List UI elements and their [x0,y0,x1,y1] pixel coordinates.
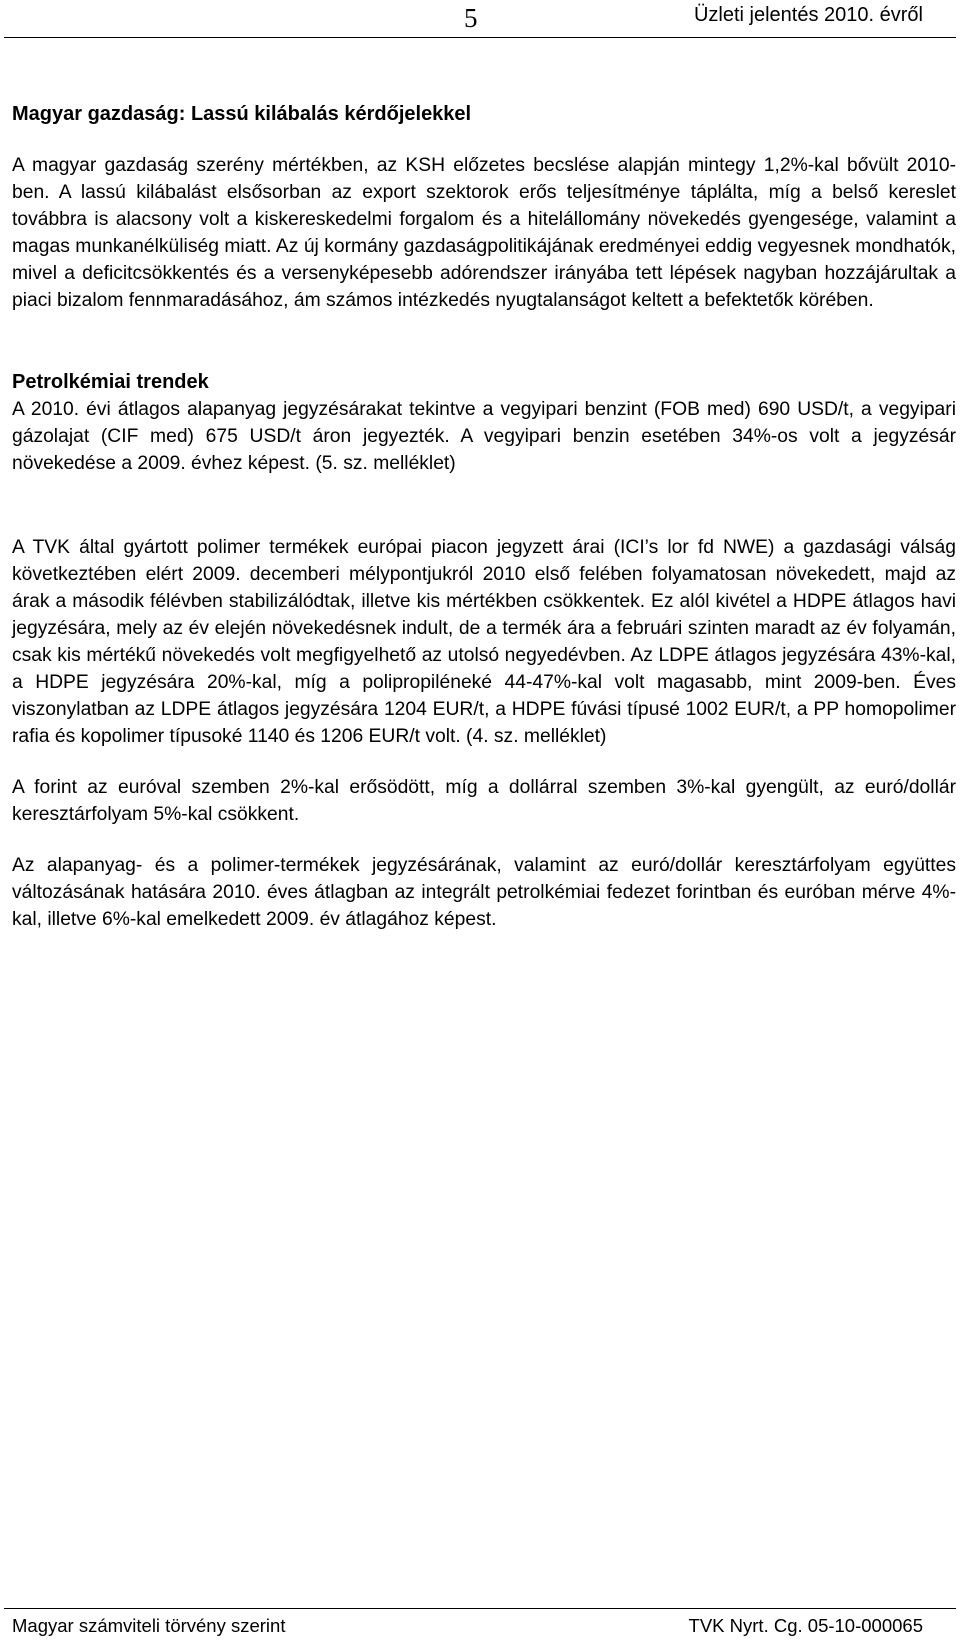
spacer [12,750,956,774]
running-title: Üzleti jelentés 2010. évről [693,4,923,26]
section-heading-petrochem: Petrolkémiai trendek [12,371,209,393]
paragraph-feedstock-prices: A 2010. évi átlagos alapanyag jegyzésárakat tekintve a vegyipari benzint (FOB med) 690 USD/t, a vegyipari gázolajat (CIF med) 675 USD/t áron jegyezték. A vegyipari benzin esetében 34%-os volt a jegyzésár növekedése a 2009. évhez képest. (5. sz. melléklet) [12,399,956,474]
spacer [12,314,956,368]
page-number: 5 [464,3,478,33]
footer-rule [4,1608,956,1609]
paragraph-margin: Az alapanyag- és a polimer-termékek jegyzésárának, valamint az euró/dollár keresztárfolyam együttes változásának hatására 2010. éves átlagban az integrált petrolkémiai fedezet forintban és euróban mérve 4%-kal, illetve 6%-kal emelkedett 2009. év átlagához képest. [12,855,956,930]
footer-right-text: TVK Nyrt. Cg. 05-10-000065 [688,1615,923,1636]
document-body [12,100,956,933]
paragraph-economy: A magyar gazdaság szerény mértékben, az KSH előzetes becslése alapján mintegy 1,2%-kal bővült 2010-ben. A lassú kilábalást elsősorban az export szektorok erős teljesítménye táplálta, míg a belső kereslet továbbra is alacsony volt a kiskereskedelmi forgalom és a hitelállomány növekedés gyengesége, valamint a magas munkanélküliség miatt. Az új kormány gazdaságpolitikájának eredményei eddig vegyesnek mondhatók, mivel a deficitcsökkentés és a versenyképesebb adórendszer irányába tett lépések nagyban hozzájárultak a piaci bizalom fennmaradásához, ám számos intézkedés nyugtalanságot keltett a befektetők körében. [12,155,956,311]
paragraph-currency: A forint az euróval szemben 2%-kal erősödött, míg a dollárral szemben 3%-kal gyengült, az euró/dollár keresztárfolyam 5%-kal csökkent. [12,777,956,825]
section-heading-economy: Magyar gazdaság: Lassú kilábalás kérdőjelekkel [12,103,472,125]
paragraph-polymer-prices: A TVK által gyártott polimer termékek európai piacon jegyzett árai (ICI’s lor fd NWE) a gazdasági válság következtében elért 2009. decemberi mélypontjukról 2010 első felében folyamatosan növekedett, majd az árak a második félévben stabilizálódtak, illetve kis mértékben csökkentek. Ez alól kivétel a HDPE átlagos havi jegyzésára, mely az év elején növekedésnek indult, de a termék ára a februári szinten maradt az év folyamán, csak kis mértékű növekedés volt megfigyelhető az utolsó negyedévben. Az LDPE átlagos jegyzésára 43%-kal, a HDPE jegyzésára 20%-kal, míg a polipropiléneké 44-47%-kal volt magasabb, mint 2009-ben. Éves viszonylatban az LDPE átlagos jegyzésára 1204 EUR/t, a HDPE fúvási típusé 1002 EUR/t, a PP homopolimer rafia és kopolimer típusoké 1140 és 1206 EUR/t volt. (4. sz. melléklet) [12,537,956,747]
spacer [12,128,956,152]
page-header [0,0,960,40]
page-footer [0,1608,960,1640]
header-rule [4,37,956,38]
spacer [12,477,956,534]
spacer [12,828,956,852]
footer-left-text: Magyar számviteli törvény szerint [12,1615,286,1636]
